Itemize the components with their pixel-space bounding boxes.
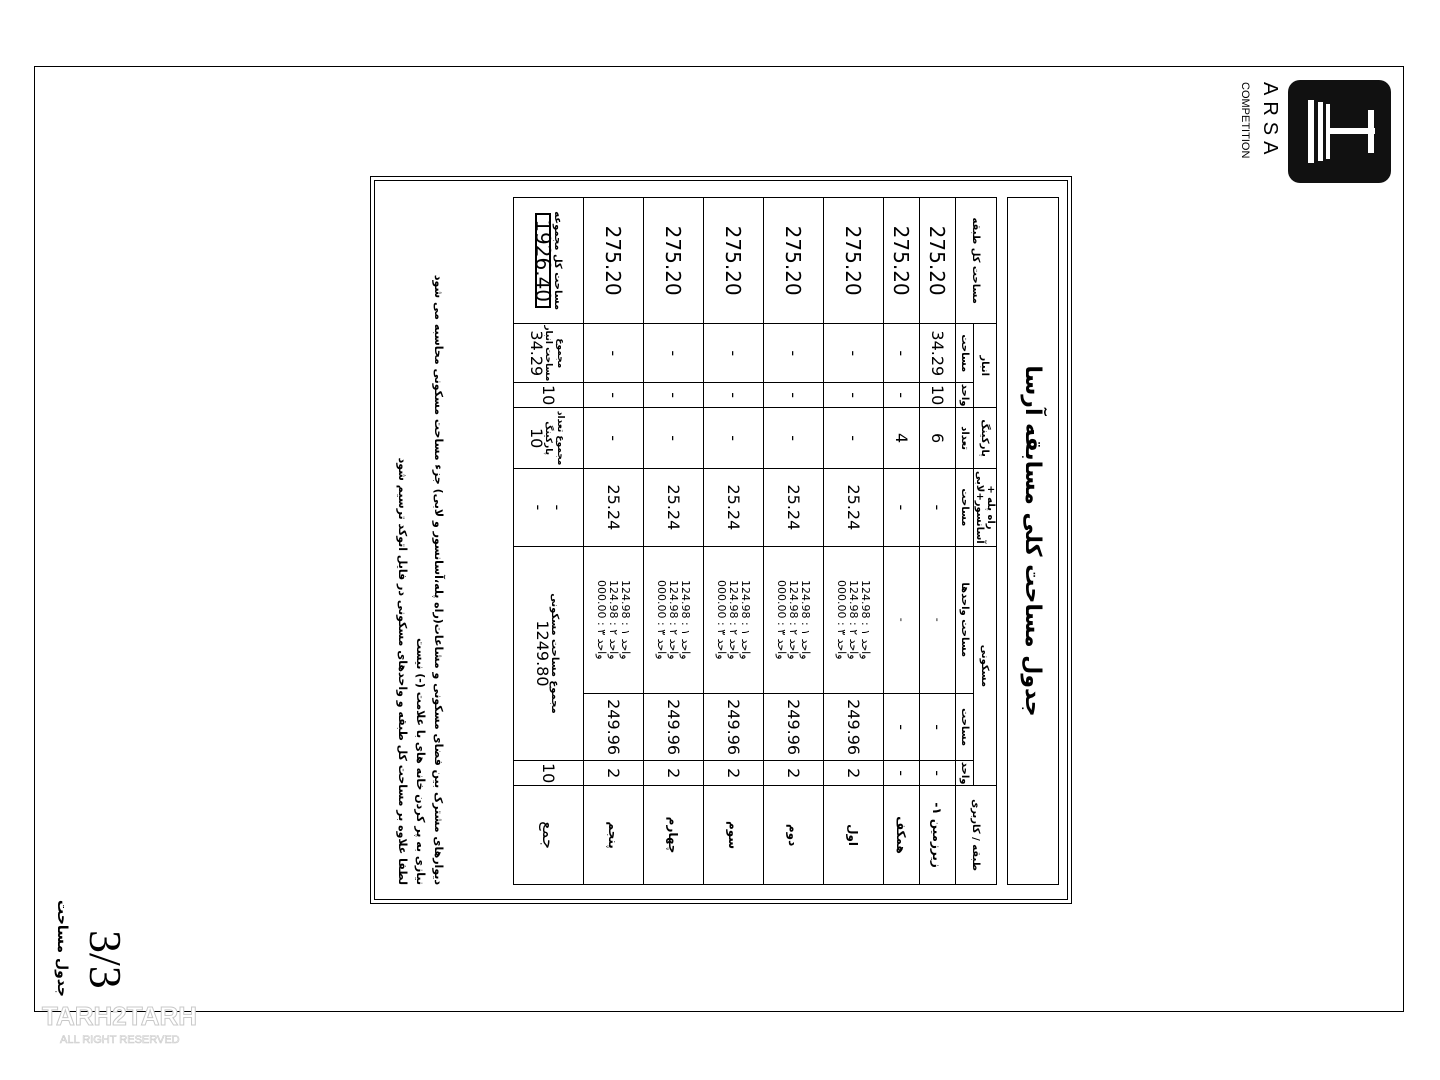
unit-area-line: واحد ۲ : 124.98 bbox=[667, 579, 681, 660]
table-row bbox=[764, 198, 824, 885]
row-floor-total: 275.20 bbox=[764, 198, 824, 324]
brand-name: ARSA bbox=[1259, 82, 1281, 161]
row-res-units: 2 bbox=[764, 761, 824, 786]
table-title: جدول مساحت کلی مسابقه آرسا bbox=[1007, 197, 1059, 885]
row-unit-areas bbox=[884, 546, 920, 693]
row-stair-area: - bbox=[884, 469, 920, 547]
unit-area-line: واحد ۲ : 124.98 bbox=[727, 579, 741, 660]
row-parking-count: 6 bbox=[920, 408, 956, 469]
sum-label: جمع bbox=[514, 786, 584, 885]
row-unit-areas bbox=[824, 546, 884, 693]
row-res-area: 249.96 bbox=[824, 693, 884, 760]
row-floor: دوم bbox=[764, 786, 824, 885]
table-row bbox=[644, 198, 704, 885]
unit-area-line: واحد ۲ : 124.98 bbox=[607, 579, 621, 660]
header-stair: راه پله + آسانسور+لابی bbox=[974, 469, 997, 547]
header-floor-use: طبقه / کاربری bbox=[956, 786, 997, 885]
row-storage-area: - bbox=[704, 324, 764, 383]
table-row bbox=[584, 198, 644, 885]
row-storage-unit: - bbox=[704, 383, 764, 408]
row-res-units: 2 bbox=[584, 761, 644, 786]
row-unit-areas bbox=[704, 546, 764, 693]
brand-wordmark bbox=[1239, 80, 1290, 190]
header-unit-areas: مساحت واحدها bbox=[956, 546, 974, 693]
row-res-area: 249.96 bbox=[584, 693, 644, 760]
row-res-area: 249.96 bbox=[764, 693, 824, 760]
row-res-units: - bbox=[884, 761, 920, 786]
unit-area-line: واحد ۳ : 000.00 bbox=[595, 579, 609, 660]
row-storage-unit: - bbox=[824, 383, 884, 408]
arsa-logo bbox=[1288, 80, 1391, 183]
sum-stair bbox=[514, 469, 584, 547]
header-storage-unit: واحد bbox=[956, 383, 974, 408]
row-storage-unit: - bbox=[644, 383, 704, 408]
row-parking-count: - bbox=[704, 408, 764, 469]
sum-storage-value: 34.29 bbox=[527, 330, 547, 377]
brand-sub: COMPETITION bbox=[1239, 82, 1251, 159]
sum-storage-label: مجموع مساحت انبار bbox=[543, 325, 566, 382]
unit-area-line: واحد ۳ : 000.00 bbox=[655, 579, 669, 660]
area-table-rotated bbox=[377, 185, 1067, 897]
unit-area-line: واحد ۳ : 000.00 bbox=[715, 579, 729, 660]
row-parking-count: - bbox=[584, 408, 644, 469]
sum-units: 10 bbox=[514, 761, 584, 786]
row-floor-total: 275.20 bbox=[920, 198, 956, 324]
row-storage-area: 34.29 bbox=[920, 324, 956, 383]
row-floor-total: 275.20 bbox=[644, 198, 704, 324]
sum-storage-unit: 10 bbox=[514, 383, 584, 408]
row-storage-area: - bbox=[824, 324, 884, 383]
header-res-area: مساحت bbox=[956, 693, 974, 760]
row-floor: سوم bbox=[704, 786, 764, 885]
row-floor-total: 275.20 bbox=[584, 198, 644, 324]
unit-area-line: واحد ۱ : 124.98 bbox=[859, 579, 873, 660]
row-floor: چهارم bbox=[644, 786, 704, 885]
row-stair-area: 25.24 bbox=[824, 469, 884, 547]
row-stair-area: 25.24 bbox=[584, 469, 644, 547]
area-table-frame bbox=[370, 176, 1072, 904]
row-floor: پنجم bbox=[584, 786, 644, 885]
table-row bbox=[884, 198, 920, 885]
row-res-area: - bbox=[920, 693, 956, 760]
sum-storage bbox=[514, 324, 584, 383]
header-floor-total: مساحت کل طبقه bbox=[956, 198, 997, 324]
sum-parking-label: مجموع تعداد پارکینگ bbox=[543, 410, 566, 466]
row-storage-area: - bbox=[884, 324, 920, 383]
note-2: نیازی به پر کردن خانه های با علامت (-) نیست bbox=[414, 637, 427, 885]
row-parking-count: 4 bbox=[884, 408, 920, 469]
row-storage-area: - bbox=[764, 324, 824, 383]
row-res-area: 249.96 bbox=[644, 693, 704, 760]
row-floor: زیرزمین ۱- bbox=[920, 786, 956, 885]
header-storage: انبار bbox=[974, 324, 997, 408]
row-parking-count: - bbox=[764, 408, 824, 469]
unit-area-line: واحد ۱ : 124.98 bbox=[679, 579, 693, 660]
row-res-units: 2 bbox=[704, 761, 764, 786]
table-row bbox=[920, 198, 956, 885]
header-stair-area: مساحت bbox=[956, 469, 974, 547]
row-res-units: 2 bbox=[824, 761, 884, 786]
row-stair-area: - bbox=[920, 469, 956, 547]
unit-area-line: واحد ۱ : 124.98 bbox=[739, 579, 753, 660]
row-storage-area: - bbox=[644, 324, 704, 383]
row-unit-areas bbox=[764, 546, 824, 693]
sum-total bbox=[514, 198, 584, 324]
row-storage-unit: - bbox=[884, 383, 920, 408]
row-unit-areas bbox=[584, 546, 644, 693]
sum-total-label: مساحت کل مجموعه bbox=[552, 211, 564, 311]
sum-parking bbox=[514, 408, 584, 469]
row-res-area: - bbox=[884, 693, 920, 760]
table-notes bbox=[393, 197, 447, 885]
watermark bbox=[30, 985, 240, 1055]
row-unit-areas bbox=[644, 546, 704, 693]
header-parking-count: تعداد bbox=[956, 408, 974, 469]
row-stair-area: 25.24 bbox=[764, 469, 824, 547]
row-stair-area: 25.24 bbox=[644, 469, 704, 547]
sum-res-label: مجموع مساحت مسکونی bbox=[549, 593, 561, 714]
row-floor-total: 275.20 bbox=[824, 198, 884, 324]
page-number-text: 3/3 bbox=[80, 930, 131, 989]
area-table bbox=[513, 197, 997, 885]
row-stair-area: 25.24 bbox=[704, 469, 764, 547]
watermark-tag: ALL RIGHT RESERVED bbox=[60, 1034, 180, 1046]
row-floor-total: 275.20 bbox=[884, 198, 920, 324]
row-res-units: - bbox=[920, 761, 956, 786]
row-parking-count: - bbox=[824, 408, 884, 469]
row-unit-areas bbox=[920, 546, 956, 693]
row-storage-unit: - bbox=[584, 383, 644, 408]
header-residential: مسکونی bbox=[974, 546, 997, 785]
table-row bbox=[824, 198, 884, 885]
sum-res-total: 1249.80 bbox=[533, 620, 553, 687]
unit-area-line: - bbox=[931, 617, 945, 622]
header-storage-area: مساحت bbox=[956, 324, 974, 383]
page-label: جدول مساحت bbox=[54, 900, 70, 997]
row-storage-unit: - bbox=[764, 383, 824, 408]
unit-area-line: واحد ۲ : 124.98 bbox=[847, 579, 861, 660]
row-floor: همکف bbox=[884, 786, 920, 885]
note-3: لطفا علاوه بر مساحت کل طبقه و واحدهای مسکونی در فایل اتوکد ترسیم شود bbox=[396, 457, 409, 885]
unit-area-line: واحد ۳ : 000.00 bbox=[775, 579, 789, 660]
row-res-units: 2 bbox=[644, 761, 704, 786]
unit-area-line: واحد ۳ : 000.00 bbox=[835, 579, 849, 660]
header-res-unit: واحد bbox=[956, 761, 974, 786]
unit-area-line: واحد ۱ : 124.98 bbox=[799, 579, 813, 660]
row-storage-unit: 10 bbox=[920, 383, 956, 408]
unit-area-line: واحد ۲ : 124.98 bbox=[787, 579, 801, 660]
sum-total-value: 1926.40 bbox=[536, 213, 552, 308]
sum-parking-value: 10 bbox=[527, 427, 547, 449]
table-row bbox=[704, 198, 764, 885]
unit-area-line: - bbox=[895, 617, 909, 622]
sum-stair-value: - bbox=[529, 504, 549, 511]
header-parking: پارکینگ bbox=[974, 408, 997, 469]
note-1: دیوارهای مشترک بین فضای مسکونی و مشاعات(راه پله،آسانسور و لابی) جزء مساحت مسکونی محاسبه می شود bbox=[432, 274, 445, 885]
row-res-area: 249.96 bbox=[704, 693, 764, 760]
row-floor-total: 275.20 bbox=[704, 198, 764, 324]
sum-stair-top: - bbox=[548, 504, 568, 511]
row-parking-count: - bbox=[644, 408, 704, 469]
unit-area-line: واحد ۱ : 124.98 bbox=[619, 579, 633, 660]
row-storage-area: - bbox=[584, 324, 644, 383]
watermark-name: TARH2TARH bbox=[42, 1001, 198, 1031]
sum-residential bbox=[514, 546, 584, 761]
row-floor: اول bbox=[824, 786, 884, 885]
